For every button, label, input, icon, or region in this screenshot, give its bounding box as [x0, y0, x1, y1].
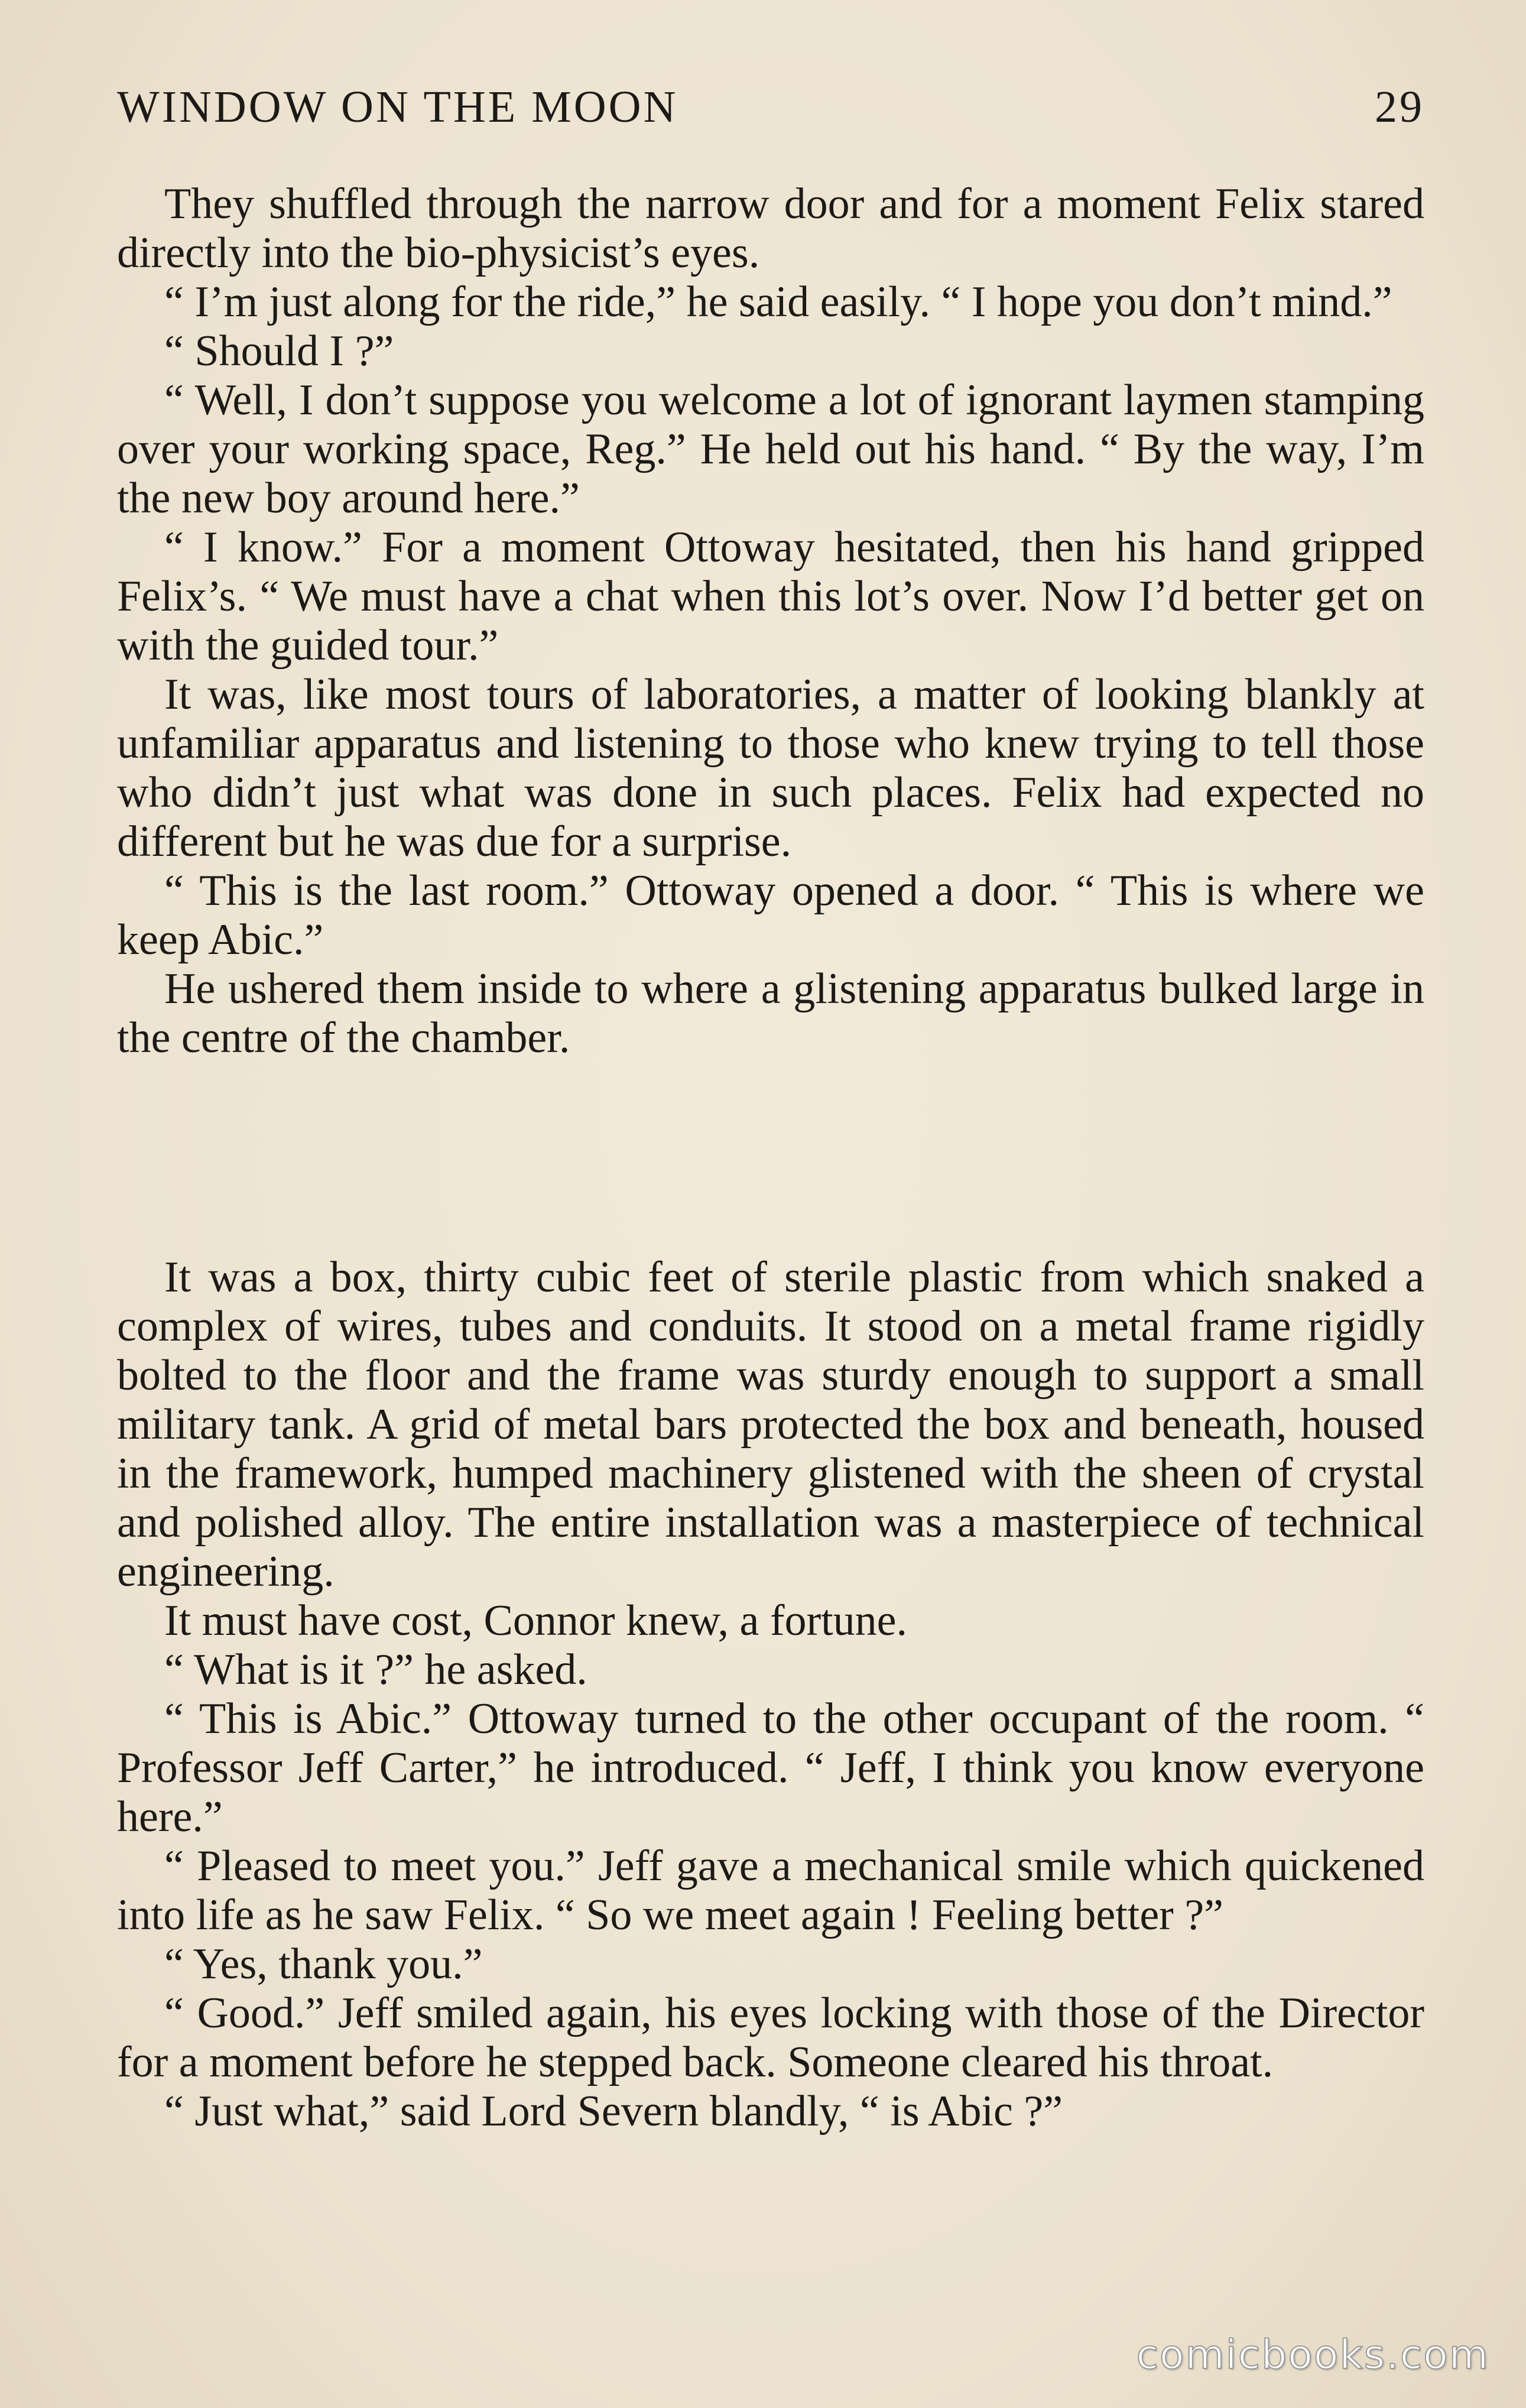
text-section-1: [117, 180, 1424, 1063]
running-title: WINDOW ON THE MOON: [117, 82, 678, 132]
paragraph: “ Good.” Jeff smiled again, his eyes locking with those of the Director for a moment before he stepped back. Someone cleared his throat.: [117, 1989, 1424, 2086]
paragraph: “ Well, I don’t suppose you welcome a lot of ignorant laymen stamping over your working space, Reg.” He held out his hand. “ By the way, I’m the new boy around here.”: [117, 376, 1424, 523]
paragraph: “ Just what,” said Lord Severn blandly, “ is Abic ?”: [164, 2087, 1063, 2136]
paragraph: It must have cost, Connor knew, a fortune.: [164, 1596, 908, 1645]
paragraph: “ Should I ?”: [164, 327, 394, 375]
page-number: 29: [1375, 82, 1424, 132]
paragraph: “ I’m just along for the ride,” he said easily. “ I hope you don’t mind.”: [164, 278, 1392, 326]
paragraph: It was a box, thirty cubic feet of sterile plastic from which snaked a complex of wires, tubes and conduits. It stood on a metal frame rigidly bolted to the floor and the frame was sturdy enough to support a small military tank. A grid of metal bars protected the box and beneath, housed in the framework, humped machinery glistened with the sheen of crystal and polished alloy. The entire installation was a masterpiece of technical engineering.: [117, 1253, 1424, 1596]
page-header: [117, 82, 1424, 135]
paragraph: They shuffled through the narrow door and for a moment Felix stared directly into the bio-physicist’s eyes.: [117, 180, 1424, 277]
paragraph: “ This is the last room.” Ottoway opened a door. “ This is where we keep Abic.”: [117, 867, 1424, 964]
paragraph: “ This is Abic.” Ottoway turned to the other occupant of the room. “ Professor Jeff Carter,” he introduced. “ Jeff, I think you know everyone here.”: [117, 1695, 1424, 1841]
paragraph: He ushered them inside to where a glistening apparatus bulked large in the centre of the chamber.: [117, 965, 1424, 1062]
watermark: comicbooks.com: [1136, 2332, 1489, 2378]
paragraph: “ Yes, thank you.”: [164, 1940, 483, 1988]
paragraph: “ What is it ?” he asked.: [164, 1646, 587, 1694]
paragraph: “ I know.” For a moment Ottoway hesitated, then his hand gripped Felix’s. “ We must have a chat when this lot’s over. Now I’d better get on with the guided tour.”: [117, 523, 1424, 670]
paragraph: It was, like most tours of laboratories, a matter of looking blankly at unfamiliar apparatus and listening to those who knew trying to tell those who didn’t just what was done in such places. Felix had expected no different but he was due for a surprise.: [117, 670, 1424, 866]
paragraph: “ Pleased to meet you.” Jeff gave a mechanical smile which quickened into life as he saw Felix. “ So we meet again ! Feeling better ?”: [117, 1842, 1424, 1939]
text-section-2: [117, 1253, 1424, 2136]
